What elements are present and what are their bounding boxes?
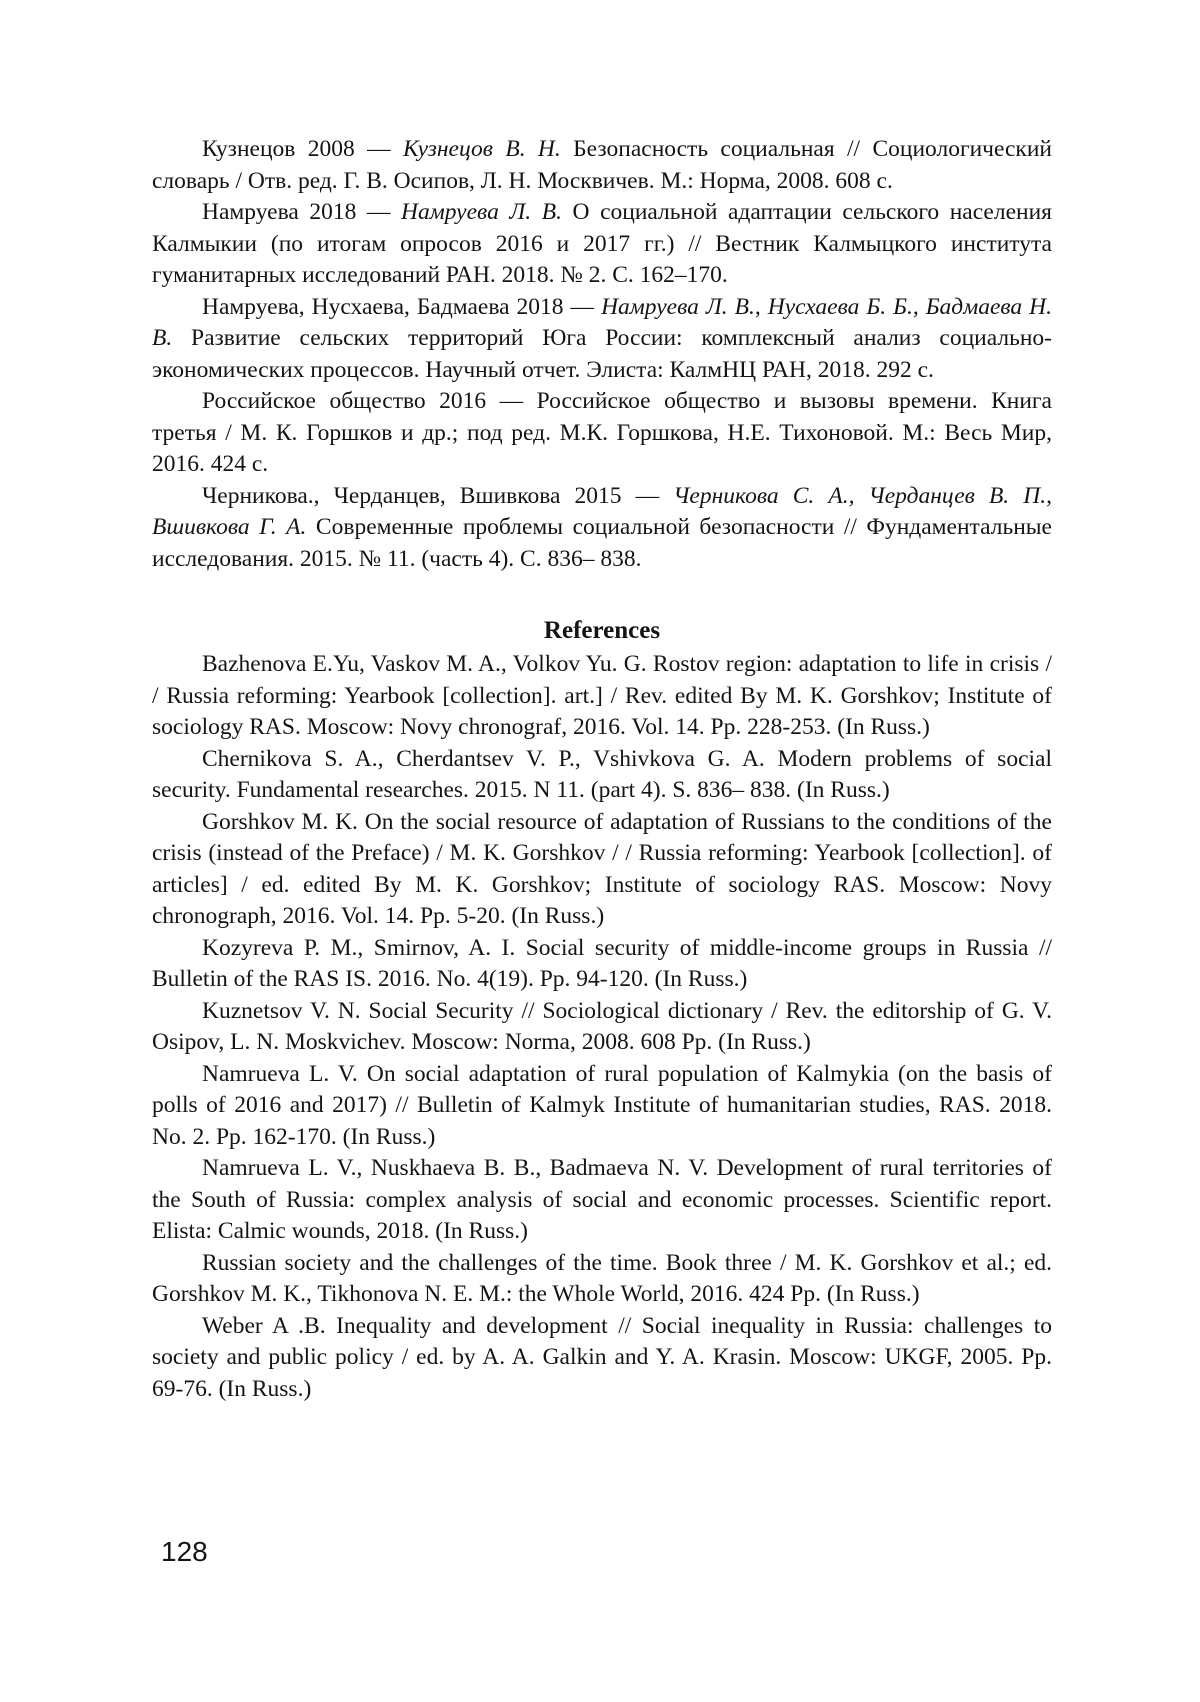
reference-entry: Chernikova S. A., Cherdantsev V. P., Vshivkova G. A. Modern problems of social security. Fundamental researches. 2015. N 11. (part 4). S. 836– 838. (In Russ.) [152,744,1052,807]
page-number: 128 [161,1535,208,1569]
entry-text: Безопасность социальная // Социологический словарь / Отв. ред. Г. В. Осипов, Л. Н. Москвичев. М.: Норма, 2008. 608 с. [152,136,1052,194]
entry-key: Российское общество 2016 — [202,388,537,414]
bibliography-entry-namrueva [152,197,1052,292]
entry-authors: Намруева Л. В. [401,199,562,225]
entry-text: Развитие сельских территорий Юга России: комплексный анализ социально-экономических процессов. Научный отчет. Элиста: КалмНЦ РАН, 2018. 292 с. [152,325,1052,383]
bibliography-entry-chernikova [152,481,1052,576]
bibliography-entry-russian-society [152,386,1052,481]
entry-key: Черникова., Черданцев, Вшивкова 2015 — [202,483,673,509]
reference-entry: Kuznetsov V. N. Social Security // Sociological dictionary / Rev. the editorship of G. V. Osipov, L. N. Moskvichev. Moscow: Norma, 2008. 608 Pp. (In Russ.) [152,996,1052,1059]
entry-text: Российское общество и вызовы времени. Книга третья / М. К. Горшков и др.; под ред. М.К. Горшкова, Н.Е. Тихоновой. М.: Весь Мир, 2016. 424 с. [152,388,1052,477]
entry-key: Намруева, Нусхаева, Бадмаева 2018 — [202,294,601,320]
bibliography-entry-kuznetsov [152,134,1052,197]
reference-entry: Namrueva L. V., Nuskhaeva B. B., Badmaeva N. V. Development of rural territories of the South of Russia: complex analysis of social and economic processes. Scientific report. Elista: Calmic wounds, 2018. (In Russ.) [152,1153,1052,1248]
entry-authors: Кузнецов В. Н. [403,136,561,162]
reference-entry: Kozyreva P. M., Smirnov, A. I. Social security of middle-income groups in Russia // Bulletin of the RAS IS. 2016. No. 4(19). Pp. 94-120. (In Russ.) [152,933,1052,996]
references-heading: References [152,615,1052,647]
entry-text: О социальной адаптации сельского населения Калмыкии (по итогам опросов 2016 и 2017 гг.) // Вестник Калмыцкого института гуманитарных исследований РАН. 2018. № 2. С. 162–170. [152,199,1052,288]
bibliography-entry-namrueva-nuskhaeva-badmaeva [152,292,1052,387]
entry-key: Кузнецов 2008 — [202,136,403,162]
page-body [152,134,1052,1405]
entry-text: Современные проблемы социальной безопасности // Фундаментальные исследования. 2015. № 11. (часть 4). С. 836– 838. [152,514,1052,572]
reference-entry: Russian society and the challenges of the time. Book three / M. K. Gorshkov et al.; ed. Gorshkov M. K., Tikhonova N. E. M.: the Whole World, 2016. 424 Pp. (In Russ.) [152,1248,1052,1311]
entry-key: Намруева 2018 — [202,199,401,225]
reference-entry: Namrueva L. V. On social adaptation of rural population of Kalmykia (on the basis of polls of 2016 and 2017) // Bulletin of Kalmyk Institute of humanitarian studies, RAS. 2018. No. 2. Pp. 162-170. (In Russ.) [152,1059,1052,1154]
reference-entry: Weber A .B. Inequality and development // Social inequality in Russia: challenges to society and public policy / ed. by A. A. Galkin and Y. A. Krasin. Moscow: UKGF, 2005. Pp. 69-76. (In Russ.) [152,1311,1052,1406]
reference-entry: Bazhenova E.Yu, Vaskov M. A., Volkov Yu. G. Rostov region: adaptation to life in crisis / / Russia reforming: Yearbook [collection]. art.] / Rev. edited By M. K. Gorshkov; Institute of sociology RAS. Moscow: Novy chronograf, 2016. Vol. 14. Pp. 228-253. (In Russ.) [152,649,1052,744]
entry-authors: Черникова С. А., Черданцев В. П., Вшивкова Г. А. [152,483,1052,541]
entry-authors: Намруева Л. В., Нусхаева Б. Б., Бадмаева Н. В. [152,294,1052,352]
reference-entry: Gorshkov M. K. On the social resource of adaptation of Russians to the conditions of the crisis (instead of the Preface) / M. K. Gorshkov / / Russia reforming: Yearbook [collection]. of articles] / ed. edited By M. K. Gorshkov; Institute of sociology RAS. Moscow: Novy chronograph, 2016. Vol. 14. Pp. 5-20. (In Russ.) [152,807,1052,933]
